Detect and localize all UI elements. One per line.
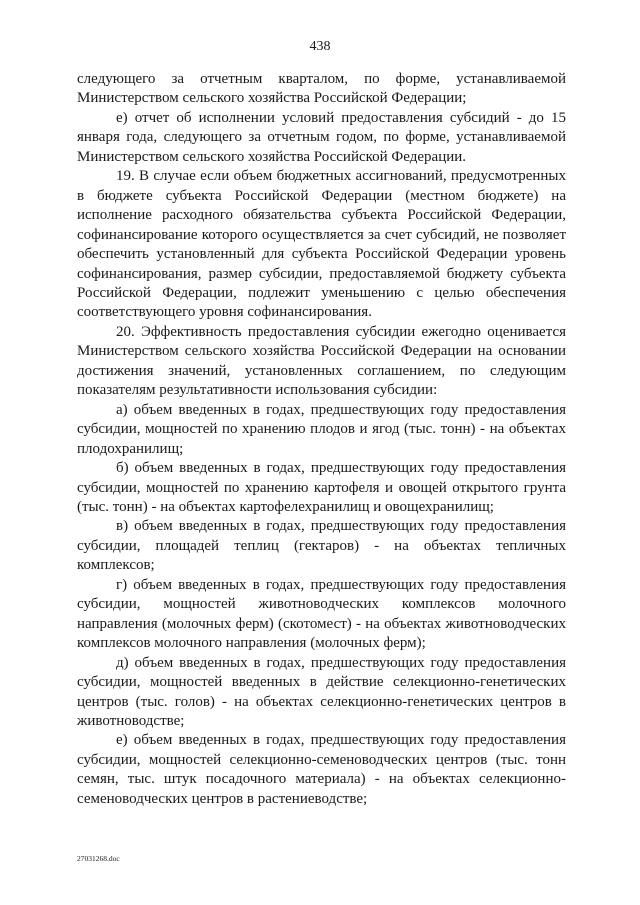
document-body — [77, 70, 566, 809]
paragraph-item-a: а) объем введенных в годах, предшествующих году предоставления субсидии, мощностей по хранению плодов и ягод (тыс. тонн) - на объектах плодохранилищ; — [77, 401, 566, 457]
paragraph-item-b: б) объем введенных в годах, предшествующих году предоставления субсидии, мощностей по хранению картофеля и овощей открытого грунта (тыс. тонн) - на объектах картофелехранилищ и овощехранилищ; — [77, 460, 566, 515]
paragraph-continuation: следующего за отчетным кварталом, по форме, устанавливаемой Министерством сельского хозяйства Российской Федерации; — [77, 71, 566, 107]
paragraph-item-v: в) объем введенных в годах, предшествующих году предоставления субсидии, площадей теплиц (гектаров) - на объектах тепличных комплексов; — [77, 518, 566, 574]
paragraph-item-g: г) объем введенных в годах, предшествующих году предоставления субсидии, мощностей животноводческих комплексов молочного направления (молочных ферм) (скотомест) - на объектах животноводческих комплексов молочного направления (молочных ферм); — [77, 576, 566, 652]
paragraph-item-e-report: е) отчет об исполнении условий предоставления субсидий - до 15 января года, следующего за отчетным годом, по форме, устанавливаемой Министерством сельского хозяйства Российской Федерации. — [77, 109, 566, 165]
paragraph-item-e: е) объем введенных в годах, предшествующих году предоставления субсидии, мощностей селекционно-семеноводческих центров (тыс. тонн семян, тыс. штук посадочного материала) - на объектах селекционно-семеноводческих центров в растениеводстве; — [77, 732, 566, 807]
paragraph-20: 20. Эффективность предоставления субсидии ежегодно оценивается Министерством сельского хозяйства Российской Федерации на основании достижения значений, установленных соглашением, по следующим показателям результативности использования субсидии: — [77, 323, 566, 399]
footer-filename: 27031268.doc — [77, 854, 120, 863]
page-number: 438 — [309, 39, 331, 54]
paragraph-item-d: д) объем введенных в годах, предшествующих году предоставления субсидии, мощностей введенных в действие селекционно-генетических центров (тыс. голов) - на объектах селекционно-генетических центров в животноводстве; — [77, 654, 566, 729]
paragraph-19: 19. В случае если объем бюджетных ассигнований, предусмотренных в бюджете субъекта Российской Федерации (местном бюджете) на исполнение расходного обязательства субъекта Российской Федерации, софинансирование которого осуществляется за счет субсидий, не позволяет обеспечить установленный для субъекта Российской Федерации уровень софинансирования, размер субсидии, предоставляемой бюджету субъекта Российской Федерации, подлежит уменьшению с целью обеспечения соответствующего уровня софинансирования. — [77, 168, 566, 321]
